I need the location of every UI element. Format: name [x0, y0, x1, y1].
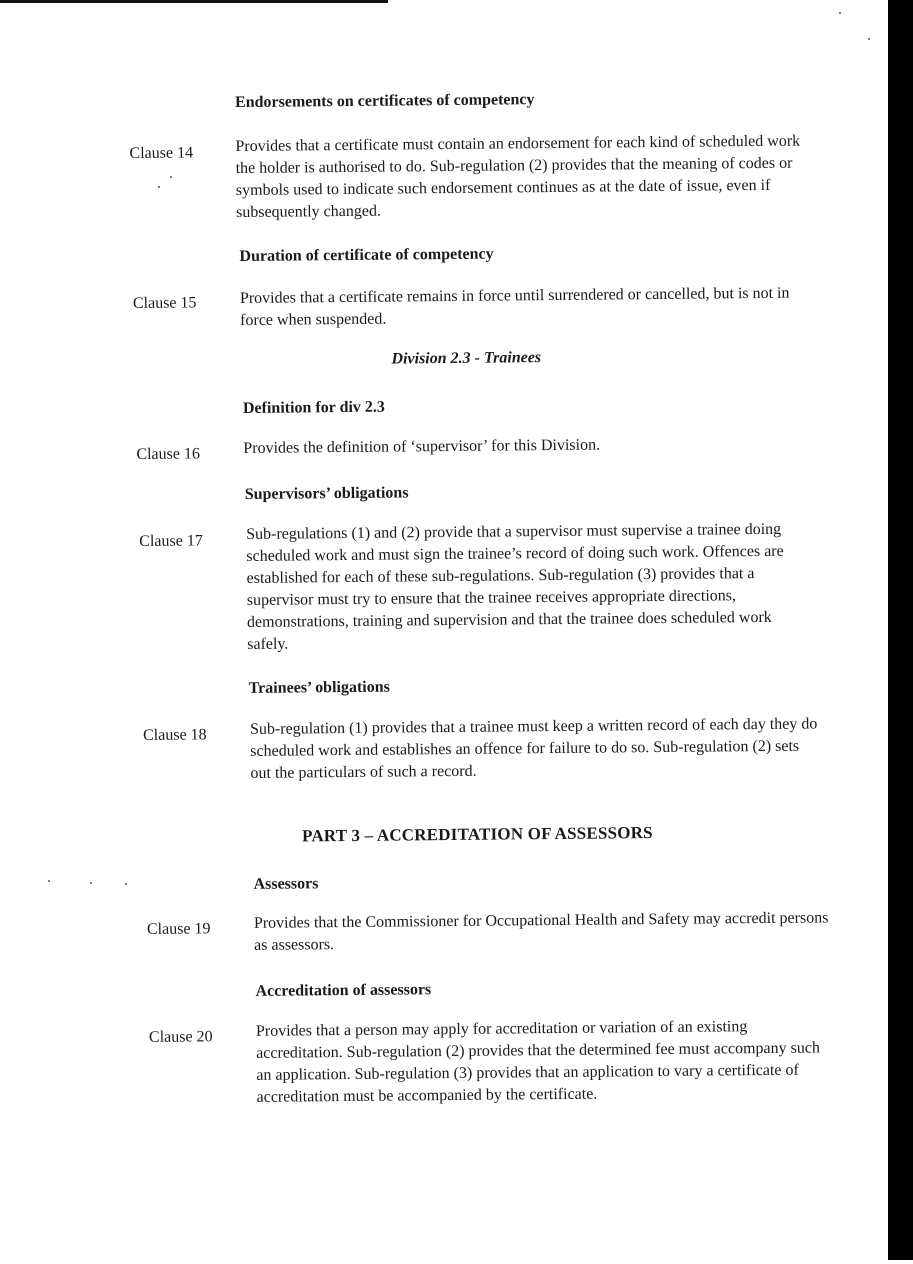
section-heading-definition: Definition for div 2.3 — [242, 398, 385, 417]
clause-20-label: Clause 20 — [148, 1028, 213, 1046]
scan-speck — [158, 186, 160, 188]
scan-speck — [90, 882, 92, 884]
clause-17-text: Sub-regulations (1) and (2) provide that a supervisor must supervise a trainee doing scheduled work and must sign the trainee’s record of doing such work. Offences are established for each of these sub-regulations. Sub-regulation (3) provides that a supervisor must try to ensure that the trainee receives appropriate directions, demonstrations, training and supervision and that the trainee does scheduled work safely. — [246, 520, 784, 653]
clause-15-label: Clause 15 — [132, 294, 197, 313]
scan-speck — [170, 176, 172, 178]
clause-17-label: Clause 17 — [139, 532, 203, 550]
clause-14-text: Provides that a certificate must contain an endorsement for each kind of scheduled work the holder is authorised to do. Sub-regulation (2) provides that the meaning of codes or symbols used to indicate such endorsement continues as at the date of issue, even if subsequently changed. — [235, 132, 801, 222]
clause-16-text: Provides the definition of ‘supervisor’ for this Division. — [243, 436, 601, 457]
clause-19-text: Provides that the Commissioner for Occupational Health and Safety may accredit persons as assessors. — [253, 909, 829, 954]
clause-16-label: Clause 16 — [136, 445, 201, 464]
clause-14-label: Clause 14 — [129, 144, 194, 163]
division-heading: Division 2.3 - Trainees — [391, 349, 542, 368]
scan-speck — [839, 12, 841, 14]
section-heading-endorsements: Endorsements on certificates of competency — [234, 91, 535, 112]
section-heading-accreditation: Accreditation of assessors — [255, 981, 432, 1000]
clause-19-label: Clause 19 — [146, 920, 211, 938]
scan-speck — [125, 883, 127, 885]
clause-20-text: Provides that a person may apply for accreditation or variation of an existing accreditation. Sub-regulation (2) provides that the determined fee must accompany such an application. Sub-regulation (3) provides that an application to vary a certificate of accreditation must be accompanied by the certificate. — [255, 1018, 821, 1106]
section-heading-assessors: Assessors — [253, 875, 319, 893]
part-heading: PART 3 – ACCREDITATION OF ASSESSORS — [301, 823, 653, 846]
scan-speck — [48, 880, 50, 882]
clause-15-text: Provides that a certificate remains in force until surrendered or cancelled, but is not in force when suspended. — [239, 284, 790, 330]
section-heading-duration: Duration of certificate of competency — [239, 245, 494, 266]
section-heading-trainees: Trainees’ obligations — [248, 678, 390, 697]
clause-18-label: Clause 18 — [143, 726, 207, 744]
scan-speck — [868, 38, 870, 40]
section-heading-supervisors: Supervisors’ obligations — [244, 484, 409, 503]
clause-18-text: Sub-regulation (1) provides that a trainee must keep a written record of each day they do scheduled work and establishes an offence for failure to do so. Sub-regulation (2) sets out the particulars of such a record. — [249, 715, 818, 782]
